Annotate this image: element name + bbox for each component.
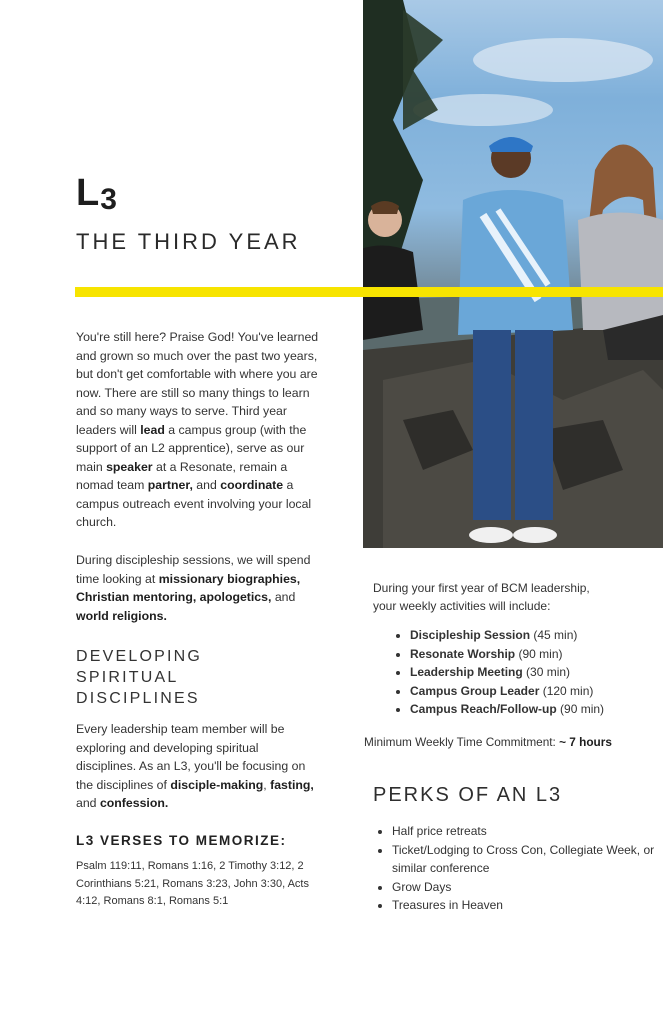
intro-text: a campus outreach event involving your local church. bbox=[76, 478, 312, 529]
intro-bold-lead: lead bbox=[140, 422, 165, 437]
disciplines-bold-confession: confession. bbox=[99, 796, 169, 810]
min-time-label: Minimum Weekly Time Commitment: bbox=[364, 735, 560, 749]
activity-time: (90 min) bbox=[515, 646, 563, 661]
list-item bbox=[410, 700, 663, 719]
activity-name: Campus Reach/Follow-up bbox=[410, 702, 557, 717]
activity-name: Discipleship Session bbox=[410, 628, 531, 642]
disciplines-paragraph bbox=[76, 720, 316, 813]
perks-list bbox=[374, 822, 662, 915]
page-title-number: 3 bbox=[100, 183, 118, 216]
intro-paragraph bbox=[76, 328, 328, 532]
activity-name: Campus Group Leader bbox=[410, 683, 540, 698]
disciplines-heading-line: DEVELOPING bbox=[76, 648, 203, 665]
list-item: • Half price retreats bbox=[392, 822, 662, 841]
weekly-intro: During your first year of BCM leadership, your weekly activities will include: bbox=[373, 581, 590, 613]
disciplines-text: and bbox=[76, 796, 100, 810]
intro-text: at a Resonate, remain a nomad team bbox=[76, 459, 288, 492]
activity-name: Leadership Meeting bbox=[410, 665, 523, 680]
page-title bbox=[76, 172, 118, 217]
intro-bold-partner: partner, bbox=[147, 478, 193, 492]
intro-text: and bbox=[192, 478, 221, 492]
disciplines-text: , bbox=[263, 777, 271, 792]
activity-time: (45 min) bbox=[530, 628, 578, 642]
discipleship-text: and bbox=[271, 590, 296, 604]
activity-time: (120 min) bbox=[539, 683, 594, 698]
disciplines-heading bbox=[76, 646, 276, 709]
page-subtitle: THE THIRD YEAR bbox=[76, 229, 301, 254]
verses-list: Psalm 119:11, Romans 1:16, 2 Timothy 3:12, 2 Corinthians 5:21, Romans 3:23, John 3:30, Acts 4:12, Romans 8:1, Romans 5:1 bbox=[76, 860, 309, 907]
list-item bbox=[410, 626, 663, 645]
perks-heading: PERKS OF AN L3 bbox=[373, 784, 563, 806]
list-item: • Treasures in Heaven bbox=[392, 896, 662, 915]
accent-divider bbox=[75, 287, 663, 297]
intro-bold-speaker: speaker bbox=[106, 459, 153, 474]
photo-illustration bbox=[363, 0, 663, 548]
activity-name: Resonate Worship bbox=[410, 646, 516, 661]
discipleship-bold-religions: world religions. bbox=[76, 608, 167, 623]
disciplines-bold-making: disciple-making bbox=[170, 777, 264, 792]
minimum-time-commitment bbox=[364, 733, 654, 752]
discipleship-paragraph bbox=[76, 551, 328, 625]
list-item bbox=[410, 682, 663, 701]
activity-time: (30 min) bbox=[522, 665, 571, 680]
list-item bbox=[410, 663, 663, 682]
list-item bbox=[410, 645, 663, 664]
weekly-activities-list bbox=[392, 626, 663, 719]
activity-time: (90 min) bbox=[556, 702, 605, 717]
disciplines-bold-fasting: fasting, bbox=[270, 777, 314, 792]
intro-bold-coordinate: coordinate bbox=[220, 478, 284, 492]
min-time-value: ~ 7 hours bbox=[559, 735, 612, 749]
list-item: • Ticket/Lodging to Cross Con, Collegiate Week, or similar conference bbox=[392, 841, 662, 878]
disciplines-heading-line: SPIRITUAL bbox=[76, 669, 179, 686]
list-item: • Grow Days bbox=[392, 878, 662, 897]
verses-heading: L3 VERSES TO MEMORIZE: bbox=[76, 833, 287, 848]
intro-text: a campus group (with the support of an L2 apprentice), serve as our main bbox=[76, 422, 307, 474]
discipleship-bold-topics: missionary biographies, Christian mentoring, apologetics, bbox=[76, 571, 301, 604]
group-photo bbox=[363, 0, 663, 548]
page-title-letter: L bbox=[76, 172, 101, 214]
intro-text: You're still here? Praise God! You've learned and grown so much over the past two years, but don't get comfortable with where you are now. There are still so many things to learn and so many ways to serve. Third year leaders will bbox=[76, 330, 319, 437]
discipleship-text: During discipleship sessions, we will spend time looking at bbox=[76, 553, 311, 586]
disciplines-heading-line: DISCIPLINES bbox=[76, 690, 200, 707]
disciplines-text: Every leadership team member will be exploring and developing spiritual disciplines. As an L3, you'll be focusing on the disciplines of bbox=[76, 722, 306, 792]
